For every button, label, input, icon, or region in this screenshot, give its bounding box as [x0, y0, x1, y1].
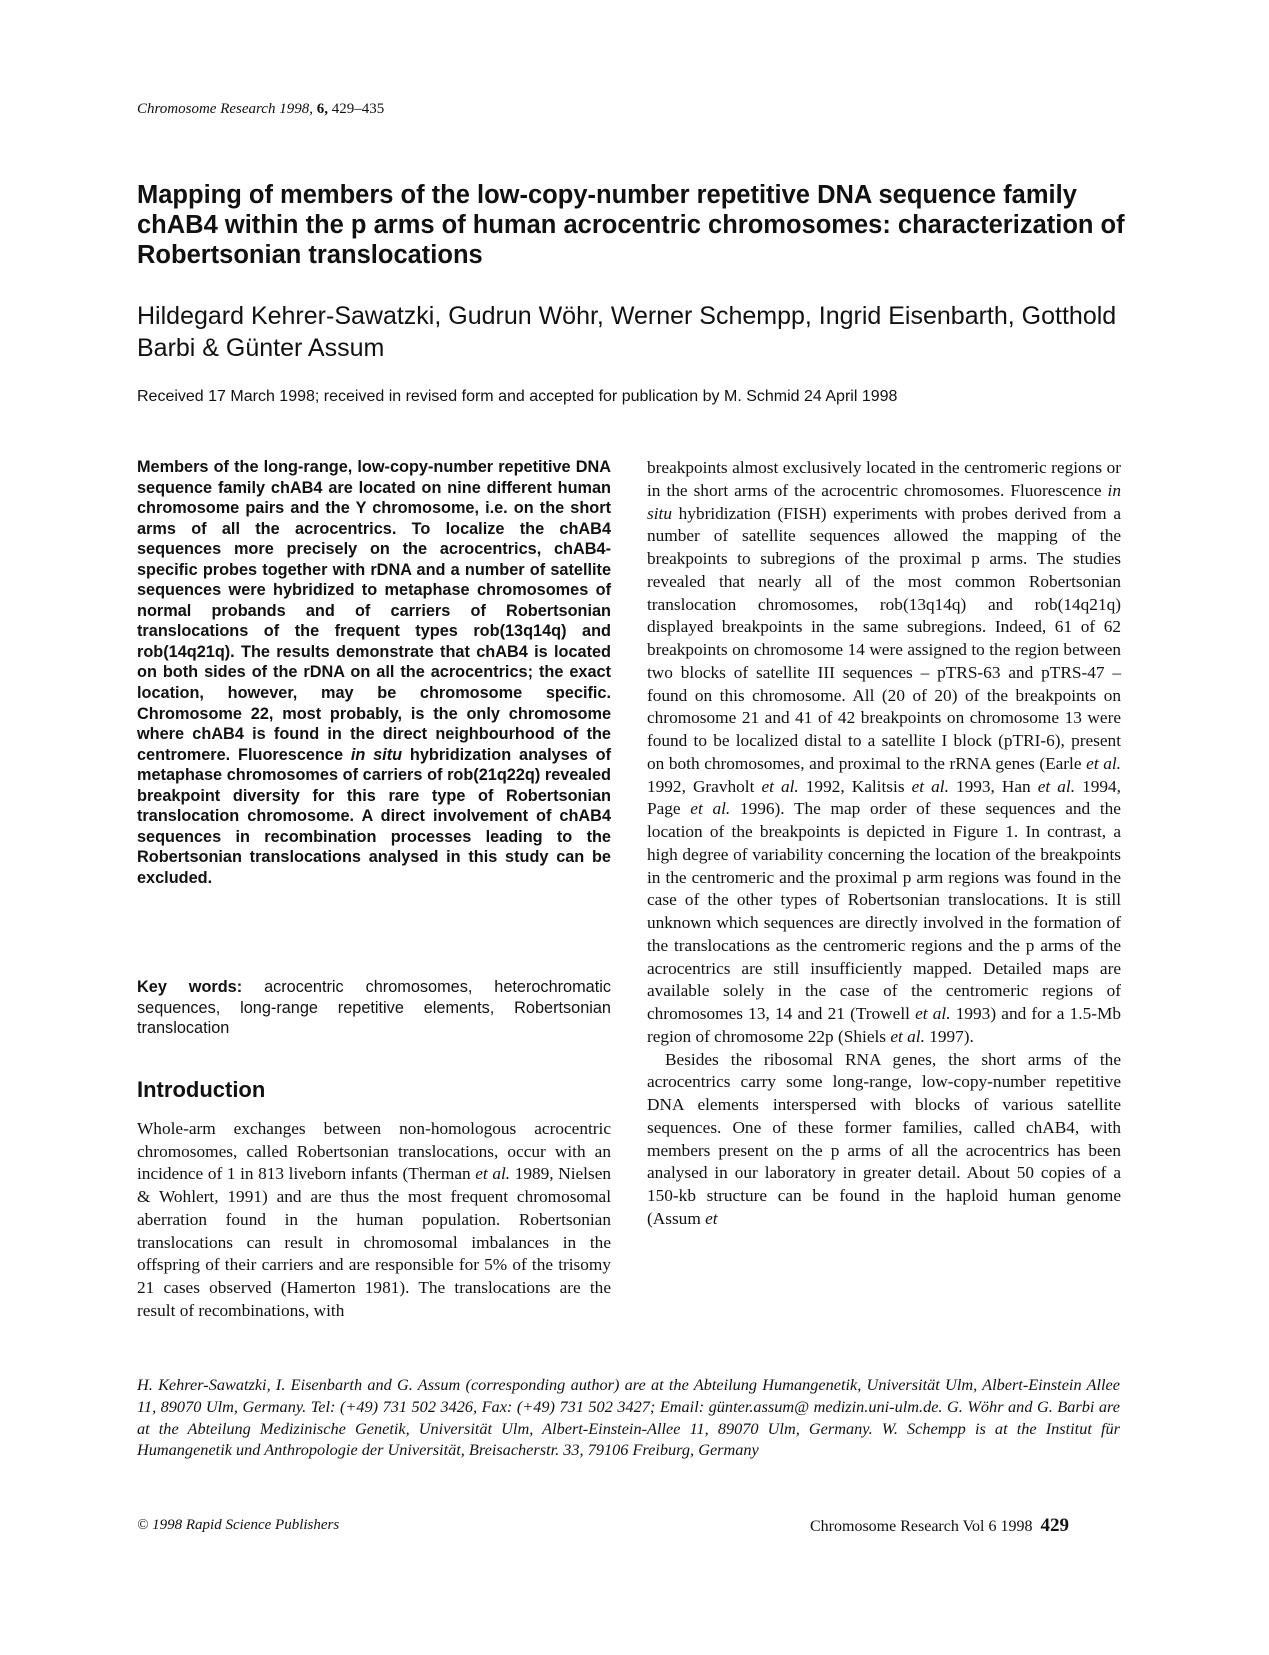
- author-list: Hildegard Kehrer-Sawatzki, Gudrun Wöhr, Werner Schempp, Ingrid Eisenbarth, Gotthold Barbi & Günter Assum: [137, 302, 1117, 362]
- text-run: hybridization (FISH) experiments with probes derived from a number of satellite sequences allowed the mapping of the breakpoints to subregions of the proximal p arms. The studies revealed that nearly all of the most common Robertsonian translocation chromosomes, rob(13q14q) and rob(14q21q) displayed breakpoints in the same subregions. Indeed, 61 of 62 breakpoints on chromosome 14 were assigned to the region between two blocks of satellite III sequences – pTRS-63 and pTRS-47 – found on this chromosome. All (20 of 20) of the breakpoints on chromosome 21 and 41 of 42 breakpoints on chromosome 13 were found to be localized distal to a satellite I block (pTRI-6), present on both chromosomes, and proximal to the rRNA genes (Earle: [647, 503, 1121, 773]
- text-run: Whole-arm exchanges between non-homologous acrocentric chromosomes, called Robertsonian translocations, occur with an incidence of 1 in 813 liveborn infants (Therman: [137, 1119, 611, 1184]
- keywords-label: Key words:: [137, 978, 243, 996]
- right-column: [647, 457, 1121, 1231]
- journal-volume: 6,: [316, 101, 328, 117]
- keywords-text: acrocentric chromosomes, heterochromatic sequences, long-range repetitive elements, Robertsonian translocation: [137, 978, 612, 1037]
- abstract-part-2: hybridization analyses of metaphase chromosomes of carriers of rob(21q22q) revealed breakpoint diversity for this rare type of Robertsonian translocation chromosome. A direct involvement of chAB4 sequences in recombination processes leading to the Robertsonian translocations analysed in this study can be excluded.: [137, 745, 611, 887]
- text-run: 1992, Kalitsis: [798, 776, 912, 796]
- italic-run: in situ: [647, 480, 1121, 523]
- footer-journal-info: Chromosome Research Vol 6 1998: [810, 1518, 1033, 1535]
- text-run: Besides the ribosomal RNA genes, the short arms of the acrocentrics carry some long-range, low-copy-number repetitive DNA elements interspersed with blocks of various satellite sequences. One of these former families, called chAB4, with members present on the p arms of all the acrocentrics has been analysed in our laboratory in greater detail. About 50 copies of a 150-kb structure can be found in the haploid human genome (Assum: [647, 1049, 1121, 1228]
- abstract-part-1: Members of the long-range, low-copy-number repetitive DNA sequence family chAB4 are located on nine different human chromosome pairs and the Y chromosome, i.e. on the short arms of all the acrocentrics. To localize the chAB4 sequences more precisely on the acrocentrics, chAB4-specific probes together with rDNA and a number of satellite sequences were hybridized to metaphase chromosomes of normal probands and of carriers of Robertsonian translocations of the frequent types rob(13q14q) and rob(14q21q). The results demonstrate that chAB4 is located on both sides of the rDNA on all the acrocentrics; the exact location, however, may be chromosome specific. Chromosome 22, most probably, is the only chromosome where chAB4 is found in the direct neighbourhood of the centromere. Fluorescence: [137, 458, 611, 764]
- italic-run: et al.: [911, 776, 949, 796]
- italic-run: et al.: [761, 776, 799, 796]
- received-date: Received 17 March 1998; received in revised form and accepted for publication by M. Schmid 24 April 1998: [137, 388, 898, 405]
- italic-run: et al.: [890, 1026, 925, 1046]
- keywords: [137, 977, 611, 1039]
- italic-run: et al.: [475, 1164, 511, 1184]
- italic-run: et: [705, 1208, 718, 1228]
- running-header: [137, 101, 384, 118]
- italic-run: et al.: [1037, 776, 1076, 796]
- text-run: 1996). The map order of these sequences and the location of the breakpoints is depicted in Figure 1. In contrast, a high degree of variability concerning the location of the breakpoints in the centromeric and the proximal p arm regions was found in the case of the other types of Robertsonian translocations. It is still unknown which sequences are directly involved in the formation of the translocations as the centromeric regions and the p arms of the acrocentrics are still insufficiently mapped. Detailed maps are available solely in the case of the centromeric regions of chromosomes 13, 14 and 21 (Trowell: [647, 799, 1121, 1023]
- abstract: [137, 457, 611, 888]
- copyright-notice: © 1998 Rapid Science Publishers: [137, 1517, 340, 1533]
- journal-year: 1998,: [279, 101, 313, 117]
- abstract-italic-term: in situ: [350, 745, 403, 764]
- journal-pages: 429–435: [331, 101, 385, 117]
- page-footer: [810, 1515, 1069, 1537]
- italic-run: et al.: [690, 799, 731, 819]
- text-run: 1993, Han: [948, 776, 1038, 796]
- italic-run: et al.: [915, 1004, 951, 1023]
- intro-paragraph-2: [647, 457, 1121, 1049]
- journal-name: Chromosome Research: [137, 101, 276, 117]
- section-heading-introduction: Introduction: [137, 1077, 266, 1102]
- text-run: 1993) and for a 1.5-Mb region of chromosome 22p (Shiels: [647, 1004, 1121, 1046]
- text-run: 1992, Gravholt: [647, 776, 762, 796]
- text-run: 1997).: [924, 1026, 974, 1046]
- intro-paragraph-1: [137, 1118, 611, 1322]
- italic-run: et al.: [1086, 753, 1121, 773]
- intro-paragraph-3: [647, 1049, 1121, 1231]
- text-run: 1994, Page: [647, 776, 1122, 819]
- text-run: 1989, Nielsen & Wohlert, 1991) and are thus the most frequent chromosomal aberration found in the human population. Robertsonian translocations can result in chromosomal imbalances in the offspring of their carriers and are responsible for 5% of the trisomy 21 cases observed (Hamerton 1981). The translocations are the result of recombinations, with: [137, 1164, 612, 1320]
- article-title: Mapping of members of the low-copy-number repetitive DNA sequence family chAB4 within the p arms of human acrocentric chromosomes: characterization of Robertsonian translocations: [137, 181, 1125, 269]
- author-affiliations: H. Kehrer-Sawatzki, I. Eisenbarth and G. Assum (corresponding author) are at the Abteilung Humangenetik, Universität Ulm, Albert-Einstein Allee 11, 89070 Ulm, Germany. Tel: (+49) 731 502 3426, Fax: (+49) 731 502 3427; Email: günter.assum@ medizin.uni-ulm.de. G. Wöhr and G. Barbi are at the Abteilung Medizinische Genetik, Universität Ulm, Albert-Einstein-Allee 11, 89070 Ulm, Germany. W. Schempp is at the Institut für Humangenetik und Anthropologie der Universität, Breisacherstr. 33, 79106 Freiburg, Germany: [137, 1375, 1120, 1460]
- page-number: 429: [1040, 1515, 1069, 1536]
- text-run: breakpoints almost exclusively located in the centromeric regions or in the short arms of the acrocentric chromosomes. Fluorescence: [647, 458, 1121, 500]
